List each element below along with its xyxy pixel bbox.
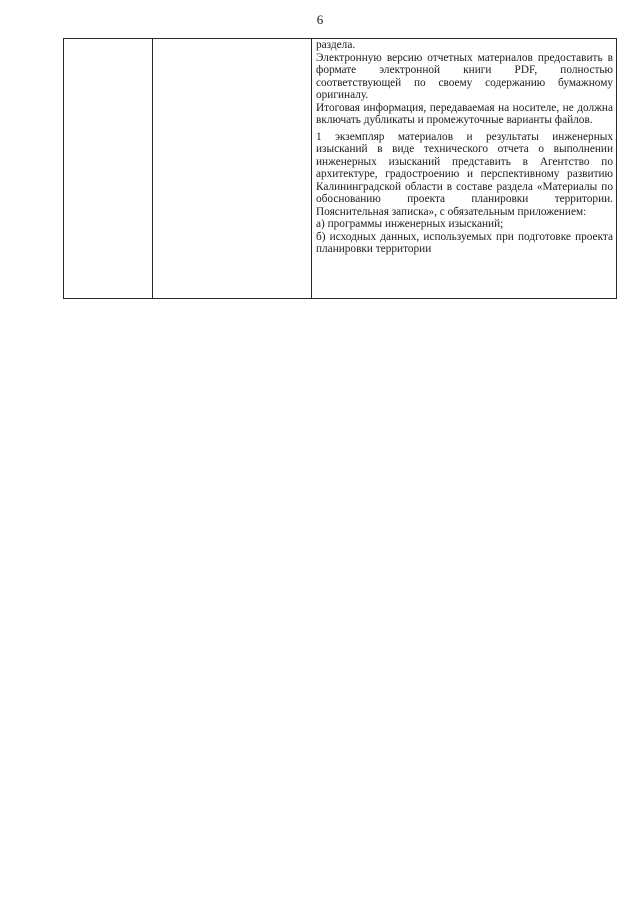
table-cell-col3: [312, 39, 617, 299]
cell-text-block: [312, 39, 616, 256]
paragraph-final-information: Итоговая информация, передаваемая на носителе, не должна включать дубликаты и промежуточные варианты файлов.: [316, 101, 613, 126]
table-cell-col1: [64, 39, 153, 299]
paragraph-section-end: раздела.: [316, 39, 356, 51]
requirements-table: [63, 38, 617, 299]
table-cell-col2: [153, 39, 312, 299]
paragraph-electronic-version: Электронную версию отчетных материалов предоставить в формате электронной книги PDF, полностью соответствующей по своему содержанию бумажному оригиналу.: [316, 51, 613, 101]
list-item: б) исходных данных, используемых при подготовке проекта планировки территории: [316, 230, 613, 255]
table-row: [64, 39, 617, 299]
page-number: 6: [316, 12, 324, 27]
paragraph-copy-submission: 1 экземпляр материалов и результаты инженерных изысканий в виде технического отчета о выполнении инженерных изысканий представить в Агентство по архитектуре, градостроению и перспективному развитию Калининградской области в составе раздела «Материалы по обоснованию проекта планировки территории. Пояснительная записка», с обязательным приложением:: [316, 130, 613, 218]
list-item: а) программы инженерных изысканий;: [316, 218, 504, 230]
